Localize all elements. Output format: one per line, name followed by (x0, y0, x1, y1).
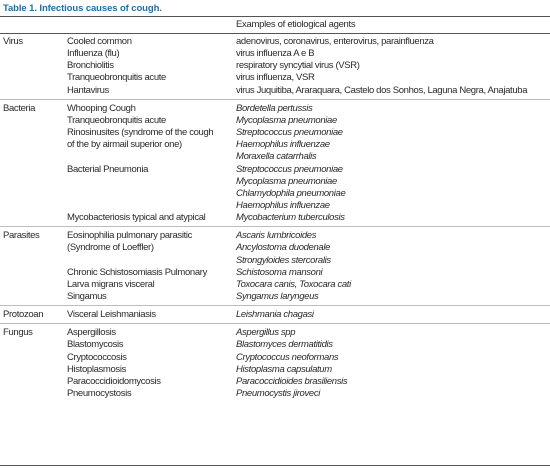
etiological-agent: virus Juquitiba, Araraquara, Castelo dos Sonhos, Laguna Negra, Anajatuba (236, 84, 528, 96)
etiological-agent: Cryptococcus neoformans (236, 351, 339, 363)
bottom-rule (0, 465, 550, 466)
disease-name: Histoplasmosis (67, 363, 126, 375)
disease-name: Hantavirus (67, 84, 109, 96)
etiological-agent: Haemophilus influenzae (236, 199, 330, 211)
disease-name: Cooled common (67, 36, 132, 47)
disease-name: Blastomycosis (67, 339, 124, 351)
disease-name: Tranqueobronquitis acute (67, 114, 166, 126)
etiological-agent: Ascaris lumbricoides (236, 230, 317, 242)
etiological-agent: Mycoplasma pneumoniae (236, 114, 337, 126)
etiological-agent: Strongyloides stercoralis (236, 254, 331, 266)
disease-name: Rinosinusites (syndrome of the cough (67, 127, 214, 139)
etiological-agent: Moraxella catarrhalis (236, 151, 317, 163)
disease-name: Visceral Leishmaniasis (67, 309, 156, 321)
disease-name: Tranqueobronquitis acute (67, 72, 166, 84)
etiological-agent: Bordetella pertussis (236, 102, 313, 114)
etiological-agent: Aspergillus spp (236, 327, 296, 339)
disease-name: Pneumocystosis (67, 388, 132, 400)
etiological-agent: Pneumocystis jiroveci (236, 388, 320, 400)
etiological-agent: Chlamydophila pneumoniae (236, 187, 346, 199)
group-separator (0, 226, 550, 227)
disease-name: Aspergillosis (67, 327, 116, 339)
category-label: Fungus (3, 327, 33, 339)
disease-name: Bronchiolitis (67, 60, 114, 72)
disease-name: Influenza (flu) (67, 48, 120, 60)
group-separator (0, 99, 550, 100)
etiological-agent: Blastomyces dermatitidis (236, 339, 333, 351)
disease-name: Mycobacteriosis typical and atypical (67, 212, 206, 224)
etiological-agent: Streptococcus pneumoniae (236, 127, 343, 139)
disease-name: (Syndrome of Loeffler) (67, 242, 154, 254)
disease-name: of the by airmail superior one) (67, 139, 182, 151)
etiological-agent: Paracoccidioides brasiliensis (236, 375, 348, 387)
group-separator (0, 305, 550, 306)
category-label: Bacteria (3, 102, 36, 114)
etiological-agent: Histoplasma capsulatum (236, 363, 332, 375)
etiological-agent: adenovirus, coronavirus, enterovirus, parainfluenza (236, 36, 434, 47)
disease-name: Singamus (67, 291, 107, 302)
etiological-agent: virus influenza A e B (236, 48, 315, 60)
disease-name: Bacterial Pneumonia (67, 163, 149, 175)
category-label: Parasites (3, 230, 40, 242)
disease-name: Eosinophilia pulmonary parasitic (67, 230, 193, 242)
column-header-agents: Examples of etiological agents (236, 19, 356, 30)
etiological-agent: Schistosoma mansoni (236, 266, 323, 278)
etiological-agent: Mycoplasma pneumoniae (236, 175, 337, 187)
category-label: Protozoan (3, 309, 44, 321)
group-separator (0, 323, 550, 324)
category-label: Virus (3, 36, 23, 47)
etiological-agent: Haemophilus influenzae (236, 139, 330, 151)
header-rule (0, 33, 550, 34)
disease-name: Larva migrans visceral (67, 278, 155, 290)
etiological-agent: Toxocara canis, Toxocara cati (236, 278, 351, 290)
table-caption: Table 1. Infectious causes of cough. (3, 3, 162, 14)
etiological-agent: respiratory syncytial virus (VSR) (236, 60, 360, 72)
disease-name: Chronic Schistosomiasis Pulmonary (67, 266, 207, 278)
etiological-agent: Leishmania chagasi (236, 309, 314, 321)
etiological-agent: Mycobacterium tuberculosis (236, 212, 345, 224)
etiological-agent: virus influenza, VSR (236, 72, 315, 84)
etiological-agent: Syngamus laryngeus (236, 291, 319, 302)
etiological-agent: Streptococcus pneumoniae (236, 163, 343, 175)
disease-name: Cryptococcosis (67, 351, 127, 363)
disease-name: Paracoccidioidomycosis (67, 375, 161, 387)
disease-name: Whooping Cough (67, 102, 136, 114)
top-rule (0, 16, 550, 17)
etiological-agent: Ancylostoma duodenale (236, 242, 331, 254)
